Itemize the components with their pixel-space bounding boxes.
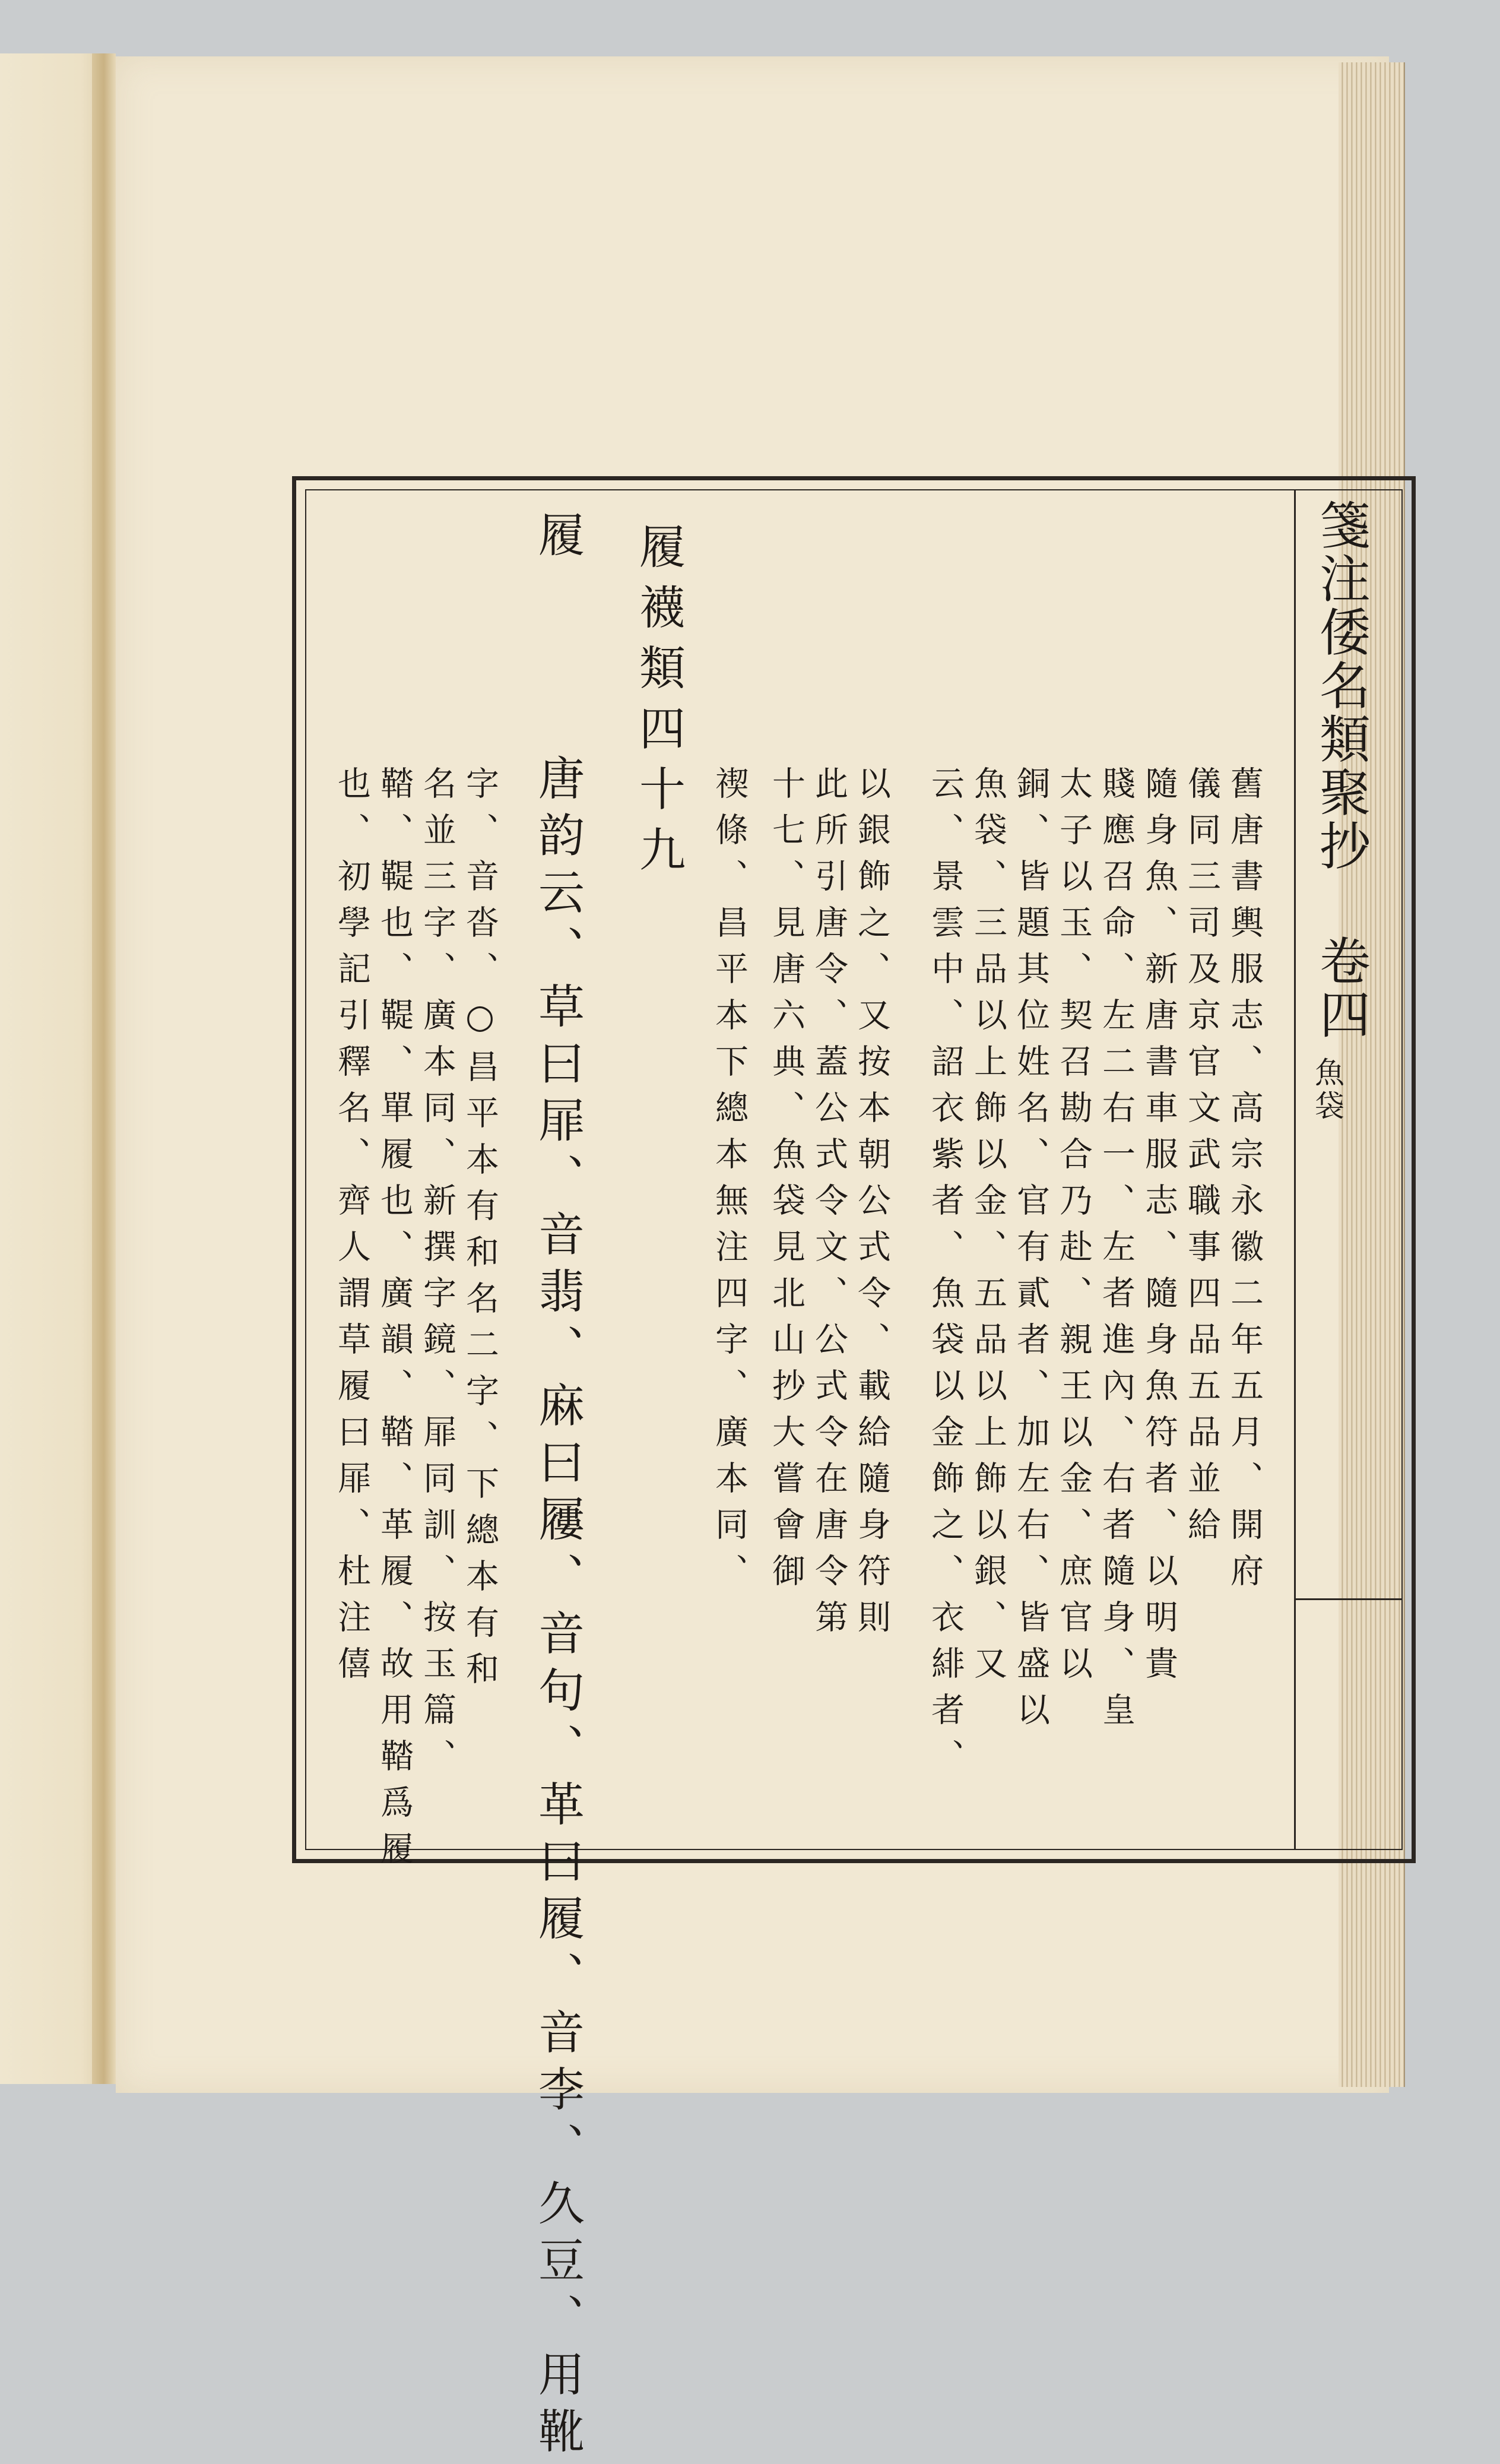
entry-commentary-column: 字、音沓、○昌平本有和名二字、下總本有和: [461, 766, 499, 1697]
commentary-column: 禊條、昌平本下總本無注四字、廣本同、: [710, 766, 749, 1600]
commentary-column: 隨身魚、新唐書車服志、隨身魚符者、以明貴: [1140, 766, 1178, 1692]
entry-commentary-column: 名並三字、廣本同、新撰字鏡、屝同訓、按玉篇、: [418, 766, 456, 1785]
previous-page: [0, 53, 101, 2084]
commentary-column: 銅、皆題其位姓名、官有貳者、加左右、皆盛以: [1011, 766, 1050, 1738]
commentary-column: 此所引唐令、蓋公式令文、公式令在唐令第: [810, 766, 848, 1646]
commentary-column: 太子以玉、契召勘合乃赴、親王以金、庶官以: [1054, 766, 1093, 1692]
entry-commentary-column: 也、初學記引釋名、齊人謂草履曰屝、杜注僖: [332, 766, 371, 1692]
category-heading: 履襪類四十九: [632, 522, 685, 886]
section-tab: 魚袋: [1310, 1057, 1344, 1123]
commentary-column: 云、景雲中、詔衣紫者、魚袋以金飾之、衣緋者、: [926, 766, 965, 1785]
commentary-column: 十七、見唐六典、魚袋見北山抄大嘗會御: [767, 766, 806, 1600]
entry-commentary-column: 鞜、鞮也、鞮、單履也、廣韻、鞜、革履、故用鞜爲履: [375, 766, 414, 1877]
commentary-column: 賤應召命、左二右一、左者進內、右者隨身、皇: [1097, 766, 1136, 1738]
commentary-column: 魚袋、三品以上飾以金、五品以上飾以銀、又: [969, 766, 1007, 1692]
entry-heading: 履: [531, 511, 584, 571]
running-title: 箋注倭名類聚抄 卷四: [1311, 499, 1370, 1041]
commentary-column: 儀同三司及京官文武職事四品五品並給: [1182, 766, 1221, 1553]
entry-text: 唐韵云、草曰屝、音翡、麻曰屨、音句、革曰履、音李、久豆、用靴: [531, 754, 584, 2464]
commentary-column: 舊唐書輿服志、高宗永徽二年五月、開府: [1225, 766, 1264, 1600]
running-title-rule: [1294, 489, 1296, 1850]
book-gutter: [92, 53, 116, 2084]
commentary-column: 以銀飾之、又按本朝公式令、載給隨身符則: [852, 766, 891, 1646]
running-title-tick: [1296, 1598, 1403, 1600]
